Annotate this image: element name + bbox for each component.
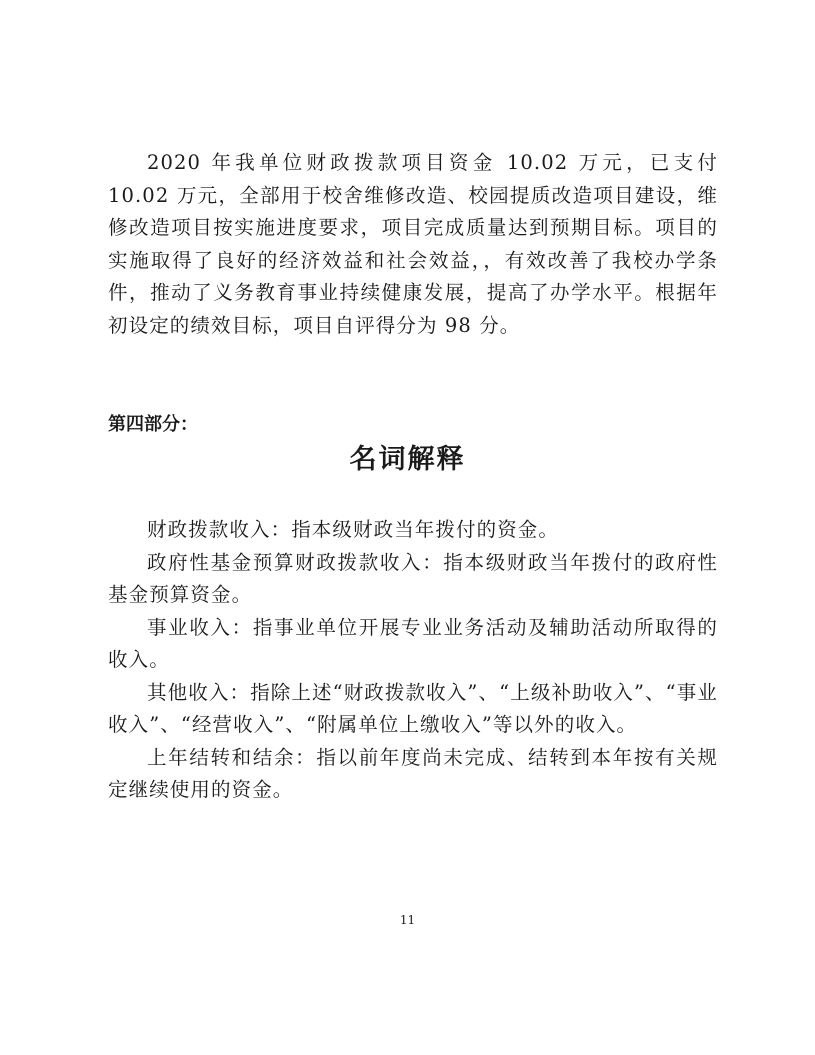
section-title: 名词解释 [349, 444, 466, 475]
glossary-item-business-income: 事业收入：指事业单位开展专业业务活动及辅助活动所取得的收入。 [108, 615, 718, 671]
intro-section [108, 147, 718, 342]
glossary-item-other-income: 其他收入：指除上述“财政拨款收入”、“上级补助收入”、“事业收入”、“经营收入”、“附属单位上缴收入”等以外的收入。 [108, 680, 718, 736]
section-label: 第四部分： [108, 414, 198, 435]
glossary-item-government-fund: 政府性基金预算财政拨款收入：指本级财政当年拨付的政府性基金预算资金。 [108, 550, 718, 606]
intro-paragraph: 2020 年我单位财政拨款项目资金 10.02 万元，已支付 10.02 万元，全部用于校舍维修改造、校园提质改造项目建设，维修改造项目按实施进度要求，项目完成质量达到预期目标。项目的实施取得了良好的经济效益和社会效益，，有效改善了我校办学条件，推动了义务教育事业持续健康发展，提高了办学水平。根据年初设定的绩效目标，项目自评得分为 98 分。 [108, 151, 718, 337]
page-number: 11 [399, 913, 416, 927]
glossary-item-carryover-balance: 上年结转和结余：指以前年度尚未完成、结转到本年按有关规定继续使用的资金。 [108, 745, 718, 801]
glossary-item-fiscal-appropriation: 财政拨款收入：指本级财政当年拨付的资金。 [147, 518, 560, 541]
glossary-list [108, 514, 718, 807]
